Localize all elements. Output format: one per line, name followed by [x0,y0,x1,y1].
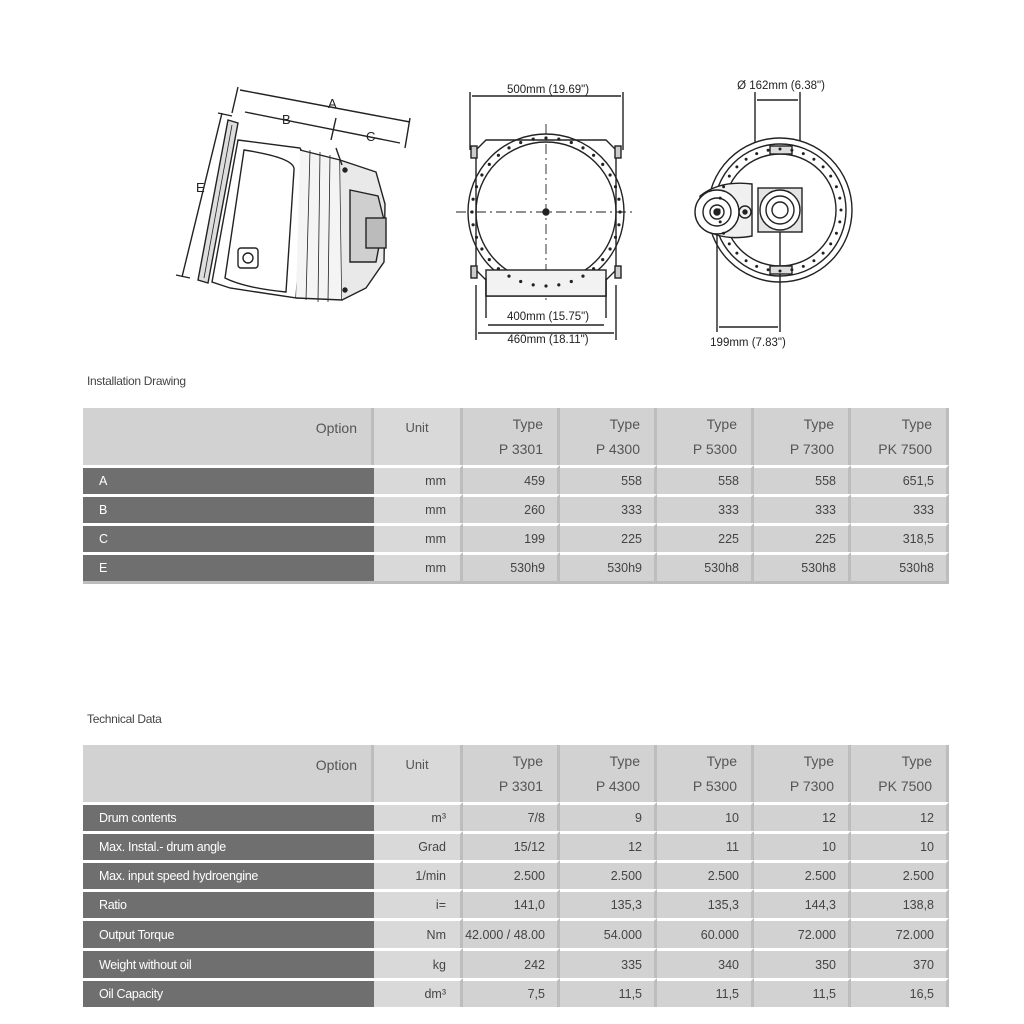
table-row [83,523,949,552]
bolt-hole [822,165,825,168]
row-unit: dm³ [374,978,463,1007]
row-value: 530h8 [851,552,949,581]
row-value: 2.500 [851,860,949,889]
row-value: 242 [463,948,560,978]
bolt-hole [609,173,612,176]
row-value: 225 [754,523,851,552]
row-value: 60.000 [657,918,754,948]
row-value: 2.500 [560,860,657,889]
technical-type-header: Type P 7300 [754,745,851,802]
bolt-hole [728,175,731,178]
bolt-hole [480,173,483,176]
bolt-hole [829,175,832,178]
row-value: 7,5 [463,978,560,1007]
bolt-hole [497,267,500,270]
bolt-hole [488,258,491,261]
bolt-hole [722,185,725,188]
technical-header-row [83,745,949,802]
row-value: 199 [463,523,560,552]
row-value: 530h8 [754,552,851,581]
row-unit: Grad [374,831,463,860]
bolt-hole [592,154,595,157]
bolt-hole [779,148,782,151]
row-value: 225 [560,523,657,552]
row-value: 333 [754,494,851,523]
row-unit: mm [374,494,463,523]
bolt-hole [609,247,612,250]
row-label: Output Torque [83,918,374,948]
side-label-a: A [328,96,337,111]
row-value: 333 [851,494,949,523]
bolt-hole [745,259,748,262]
front-top-dim-text: 500mm (19.69") [506,84,590,96]
bolt-hole [544,284,547,287]
bolt-hole [802,152,805,155]
row-label: Max. input speed hydroengine [83,860,374,889]
bolt-hole [480,247,483,250]
row-unit: 1/min [374,860,463,889]
table-row [83,494,949,523]
bolt-hole [838,220,841,223]
bolt-hole [472,223,475,226]
side-view-drawing [176,87,410,302]
bolt-hole [519,280,522,283]
bolt-hole [507,146,510,149]
row-label: A [83,465,374,494]
row-value: 350 [754,948,851,978]
bolt-hole [532,138,535,141]
row-value: 12 [754,802,851,831]
row-value: 335 [560,948,657,978]
installation-type-header: Type PK 7500 [851,408,949,465]
bolt-hole [822,252,825,255]
row-unit: m³ [374,802,463,831]
row-value: 333 [657,494,754,523]
bolt-hole [719,220,722,223]
row-value: 2.500 [463,860,560,889]
table-row [83,860,949,889]
row-value: 333 [560,494,657,523]
row-unit: Nm [374,918,463,948]
row-label: C [83,523,374,552]
installation-drawings [0,0,1024,360]
bolt-hole [718,209,721,212]
row-value: 9 [560,802,657,831]
row-label: Ratio [83,889,374,918]
technical-type-header: Type P 4300 [560,745,657,802]
technical-unit-header: Unit [374,745,463,802]
front-bottom-dim-text-1: 400mm (15.75") [506,311,590,323]
row-value: 10 [754,831,851,860]
bolt-hole [838,197,841,200]
technical-table [83,745,949,1007]
installation-type-header: Type P 7300 [754,408,851,465]
row-value: 11,5 [560,978,657,1007]
rear-view-drawing [695,92,852,332]
row-label: E [83,552,374,581]
bolt-hole [755,265,758,268]
bolt-hole [544,136,547,139]
bolt-hole [840,209,843,212]
table-footer-line [83,581,949,584]
row-value: 42.000 / 48.00 [463,918,560,948]
row-value: 135,3 [560,889,657,918]
row-value: 72.000 [754,918,851,948]
row-unit: mm [374,552,463,581]
row-value: 138,8 [851,889,949,918]
bolt-hole [570,280,573,283]
front-bottom-dim-text-2: 460mm (18.11") [507,334,589,346]
technical-type-header: Type PK 7500 [851,745,949,802]
installation-unit-header: Unit [374,408,463,465]
bolt-hole [557,138,560,141]
bolt-hole [722,232,725,235]
row-value: 144,3 [754,889,851,918]
bolt-hole [470,210,473,213]
bolt-hole [557,283,560,286]
row-value: 12 [560,831,657,860]
row-value: 72.000 [851,918,949,948]
row-unit: i= [374,889,463,918]
bolt-hole [735,252,738,255]
bolt-hole [488,163,491,166]
row-label: Weight without oil [83,948,374,978]
technical-option-header: Option [83,745,374,802]
row-value: 7/8 [463,802,560,831]
bolt-hole [790,268,793,271]
row-unit: kg [374,948,463,978]
table-row [83,465,949,494]
side-label-b: B [282,112,291,127]
bolt-hole [472,198,475,201]
row-value: 340 [657,948,754,978]
bolt-hole [519,141,522,144]
row-value: 10 [657,802,754,831]
bolt-hole [614,185,617,188]
row-value: 12 [851,802,949,831]
bolt-hole [812,158,815,161]
bolt-hole [728,242,731,245]
row-value: 10 [851,831,949,860]
row-value: 54.000 [560,918,657,948]
bolt-hole [497,154,500,157]
bolt-hole [475,185,478,188]
bolt-hole [532,283,535,286]
bolt-hole [601,258,604,261]
bolt-hole [475,236,478,239]
technical-type-header: Type P 5300 [657,745,754,802]
rear-bottom-dim-text: 199mm (7.83") [710,337,786,349]
bolt-hole [835,185,838,188]
row-value: 16,5 [851,978,949,1007]
bolt-hole [767,268,770,271]
row-value: 370 [851,948,949,978]
row-value: 459 [463,465,560,494]
table-row [83,802,949,831]
installation-section-title: Installation Drawing [87,374,186,388]
row-value: 225 [657,523,754,552]
row-label: Oil Capacity [83,978,374,1007]
row-value: 11,5 [754,978,851,1007]
bolt-hole [802,265,805,268]
bolt-hole [755,152,758,155]
row-value: 558 [754,465,851,494]
front-view-drawing [456,92,636,340]
bolt-hole [581,146,584,149]
row-unit: mm [374,523,463,552]
bolt-hole [507,275,510,278]
row-label: B [83,494,374,523]
bolt-hole [719,197,722,200]
technical-section-title: Technical Data [87,712,162,726]
bolt-hole [812,259,815,262]
side-label-e: E [196,180,205,195]
installation-table [83,408,949,584]
row-value: 651,5 [851,465,949,494]
bolt-hole [779,270,782,273]
bolt-hole [581,275,584,278]
row-value: 558 [560,465,657,494]
side-label-c: C [366,129,376,144]
row-value: 2.500 [754,860,851,889]
rear-top-dim-text: Ø 162mm (6.38") [737,80,825,92]
bolt-hole [829,242,832,245]
row-value: 530h8 [657,552,754,581]
bolt-hole [617,198,620,201]
bolt-hole [767,149,770,152]
bolt-hole [790,149,793,152]
table-row [83,918,949,948]
bolt-hole [745,158,748,161]
bolt-hole [617,223,620,226]
row-value: 530h9 [463,552,560,581]
bolt-hole [570,141,573,144]
row-value: 530h9 [560,552,657,581]
bolt-hole [735,165,738,168]
installation-type-header: Type P 3301 [463,408,560,465]
row-value: 11,5 [657,978,754,1007]
row-value: 2.500 [657,860,754,889]
bolt-hole [592,267,595,270]
row-value: 318,5 [851,523,949,552]
row-value: 141,0 [463,889,560,918]
dim-line-a [240,90,410,122]
technical-type-header: Type P 3301 [463,745,560,802]
table-row [83,978,949,1007]
bolt-hole [601,163,604,166]
row-value: 135,3 [657,889,754,918]
installation-type-header: Type P 4300 [560,408,657,465]
dim-line-b-c [245,112,400,143]
row-value: 260 [463,494,560,523]
table-row [83,552,949,581]
installation-option-header: Option [83,408,374,465]
installation-type-header: Type P 5300 [657,408,754,465]
row-label: Max. Instal.- drum angle [83,831,374,860]
table-row [83,831,949,860]
row-value: 558 [657,465,754,494]
row-value: 15/12 [463,831,560,860]
bolt-hole [618,210,621,213]
table-row [83,948,949,978]
installation-header-row [83,408,949,465]
bolt-hole [614,236,617,239]
row-label: Drum contents [83,802,374,831]
drawings-svg [0,0,1024,360]
row-value: 11 [657,831,754,860]
table-row [83,889,949,918]
row-unit: mm [374,465,463,494]
bolt-hole [835,232,838,235]
